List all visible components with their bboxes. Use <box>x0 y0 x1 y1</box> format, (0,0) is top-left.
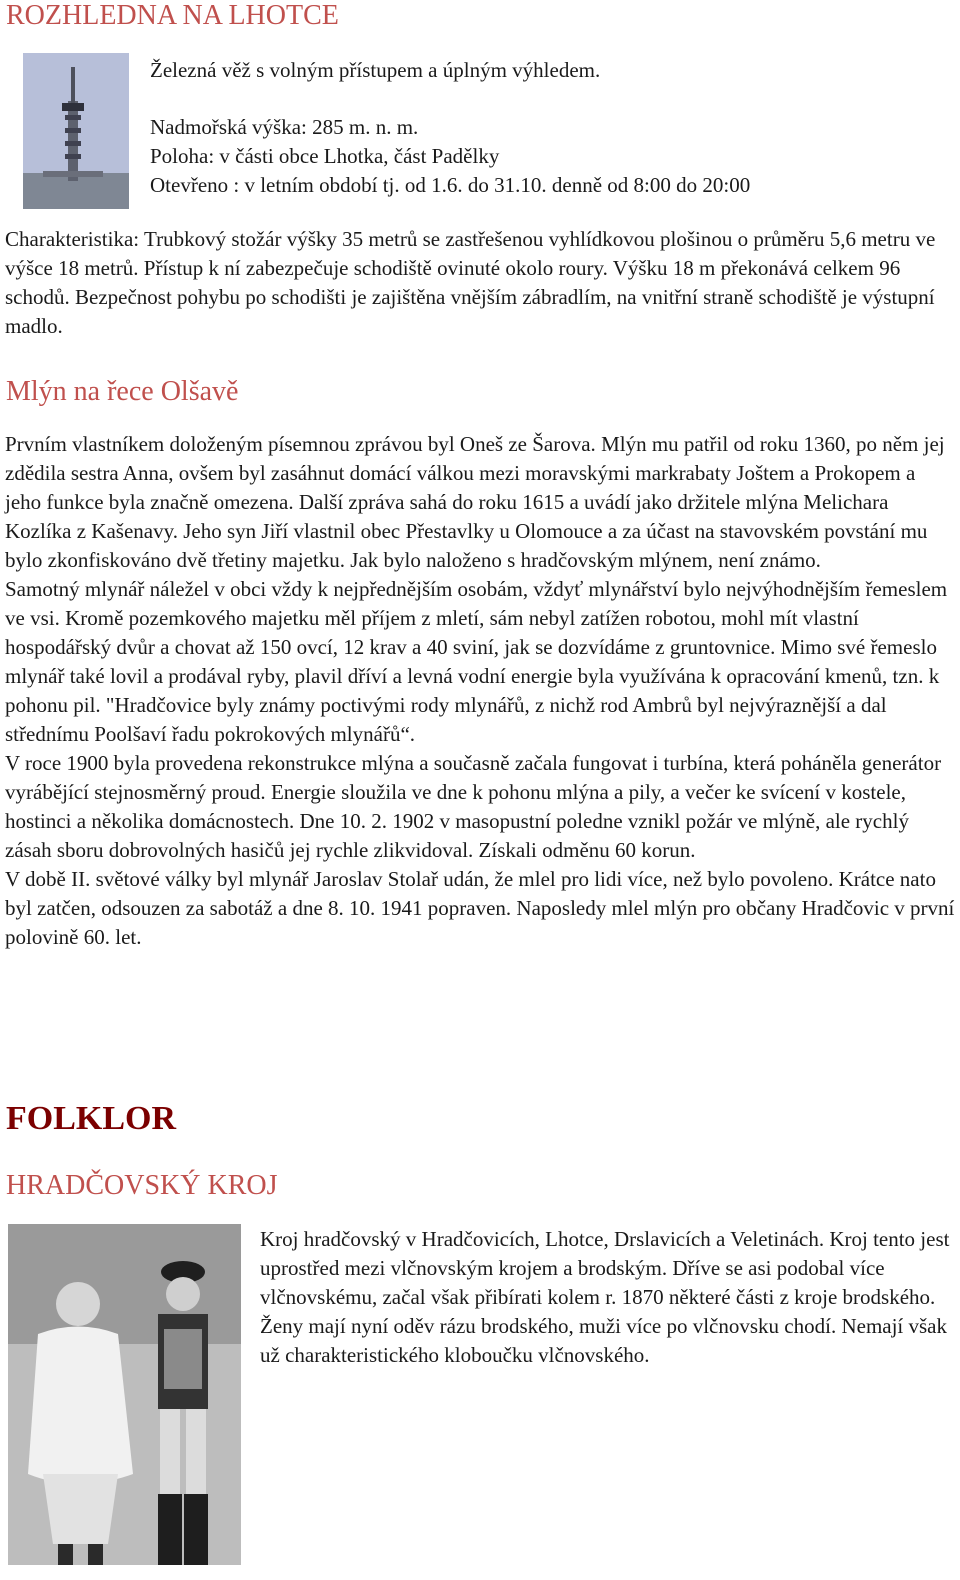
kroj-description <box>260 1225 950 1370</box>
mlyn-p3-c: Dne 10. 2. 1902 v masopustní poledne vznikl požár ve mlýně, ale rychlý zásah sboru dobrovolných hasičů jej rychle zlikvidoval. <box>5 809 909 862</box>
kroj-text-e: Nemají však už charakteristického kloboučku vlčnovského. <box>260 1314 948 1367</box>
rozhledna-title: ROZHLEDNA NA LHOTCE <box>6 0 339 31</box>
mlyn-p2-b: Kromě pozemkového majetku měl příjem z mletí, sám nebyl zatížen robotou, mohl mít vlastní hospodářský dvůr a chovat až 150 ovcí, 12 krav a 40 sviní, jak se dozvídáme z gruntovnice. <box>5 606 859 659</box>
mlyn-p2-c: Mimo své řemeslo mlynář také lovil a prodával ryby, plavil dříví a levná vodní energie byla využívána k opracování kmenů, tzn. k pohonu pil. <box>5 635 940 717</box>
mlyn-p2-a: Samotný mlynář náležel v obci vždy k nejpřednějším osobám, vždyť mlynářství bylo nejvýhodnějším řemeslem ve vsi. <box>5 577 948 630</box>
mlyn-p3-a: V roce 1900 byla provedena rekonstrukce mlýna a současně začala fungovat i turbína, která poháněla generátor vyrábějící stejnosměrný proud. <box>5 751 942 804</box>
mlyn-paragraph-3 <box>5 749 955 865</box>
mlyn-p1-b: Mlýn mu patřil od roku 1360, po něm jej zdědila sestra Anna, ovšem byl zasáhnut domácí válkou mezi moravskými markrabaty Joštem a Prokopem a jeho funkce byla značně omezena. <box>5 432 945 514</box>
mlyn-paragraph-1 <box>5 430 955 575</box>
mlyn-p1-a: Prvním vlastníkem doloženým písemnou zprávou byl Oneš ze Šarova. <box>5 432 596 456</box>
mlyn-p4-b: Krátce nato byl zatčen, odsouzen za sabotáž a dne 8. 10. 1941 popraven. <box>5 867 936 920</box>
mlyn-paragraph-2 <box>5 575 955 749</box>
mlyn-p4-c: Naposledy mlel mlýn pro občany Hradčovic v první polovině 60. let. <box>5 896 955 949</box>
kroj-text-a: Kroj hradčovský v Hradčovicích, Lhotce, Drslavicích a Veletinách. <box>260 1227 825 1251</box>
tower-photo <box>23 53 129 209</box>
mlyn-article <box>5 430 955 952</box>
mlyn-p3-b: Energie sloužila ve dne k pohonu mlýna a pily, a večer ke svícení v kostele, hostinci a několika domácnostech. <box>5 780 906 833</box>
mlyn-p1-c: Další zpráva sahá do roku 1615 a uvádí jako držitele mlýna Melichara Kozlíka z Kašenavy. <box>5 490 889 543</box>
characteristics-part-1: Charakteristika: Trubkový stožár výšky 35 metrů se zastřešenou vyhlídkovou plošinou o průměru 5,6 metru ve výšce 18 metrů. <box>5 227 936 280</box>
kroj-text-c: Dříve se asi podobal více vlčnovskému, začal však přibírati kolem r. 1870 některé části z kroje brodského. <box>260 1256 936 1309</box>
rozhledna-altitude: Nadmořská výška: 285 m. n. m. <box>150 115 419 139</box>
rozhledna-location: Poloha: v části obce Lhotka, část Padělky <box>150 144 500 168</box>
kroj-title: HRADČOVSKÝ KROJ <box>6 1170 278 1201</box>
characteristics-part-2: Přístup k ní zabezpečuje schodiště ovinuté okolo roury. Výšku 18 m překonává celkem 96 schodů. <box>5 256 901 309</box>
kroj-text-b: Kroj tento jest uprostřed mezi vlčnovským krojem a brodským. <box>260 1227 950 1280</box>
mlyn-title: Mlýn na řece Olšavě <box>6 376 239 407</box>
folklor-title: FOLKLOR <box>6 1100 177 1137</box>
mlyn-p1-e: Jak bylo naloženo s hradčovským mlýnem, není známo. <box>350 548 821 572</box>
mlyn-p3-d: Získali odměnu 60 korun. <box>478 838 696 862</box>
characteristics-part-3: Bezpečnost pohybu po schodišti je zajištěna vnějším zábradlím, na vnitřní straně schodiště je výstupní madlo. <box>5 285 935 338</box>
mlyn-paragraph-4 <box>5 865 955 952</box>
folk-costume-photo <box>8 1224 241 1565</box>
mlyn-p1-d: Jeho syn Jiří vlastnil obec Přestavlky u Olomouce a za účast na stavovském povstání mu bylo zkonfiskováno dvě třetiny majetku. <box>5 519 928 572</box>
rozhledna-intro: Železná věž s volným přístupem a úplným výhledem. <box>150 58 601 82</box>
kroj-text-d: Ženy mají nyní oděv rázu brodského, muži více po vlčnovsku chodí. <box>260 1314 837 1338</box>
rozhledna-opening: Otevřeno : v letním období tj. od 1.6. do 31.10. denně od 8:00 do 20:00 <box>150 173 751 197</box>
mlyn-p2-d: "Hradčovice byly známy poctivými rody mlynářů, z nichž rod Ambrů byl nejvýraznější a dal střednímu Poolšaví řadu pokrokových mlynářů“. <box>5 693 887 746</box>
rozhledna-characteristics <box>5 225 953 341</box>
mlyn-p4-a: V době II. světové války byl mlynář Jaroslav Stolař udán, že mlel pro lidi více, než bylo povoleno. <box>5 867 834 891</box>
